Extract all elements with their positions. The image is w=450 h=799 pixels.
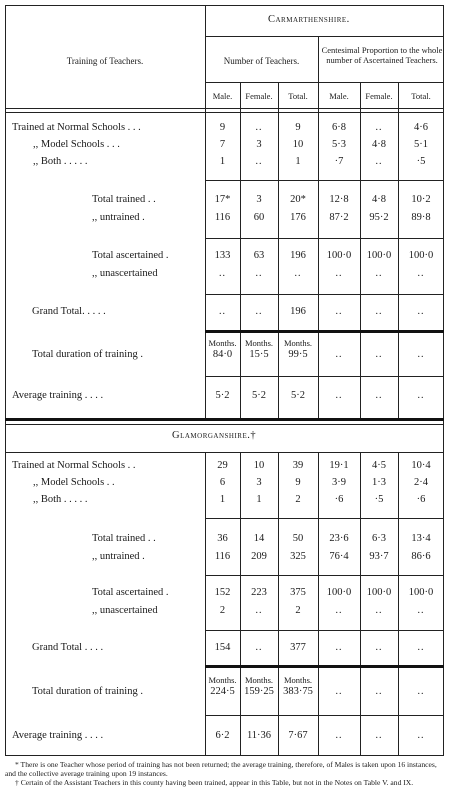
table-cell: 50 <box>292 533 304 544</box>
table-cell: 1 <box>295 156 301 167</box>
table-cell: .. <box>375 730 383 741</box>
table-cell: 2 <box>219 605 226 616</box>
row-rule <box>5 108 444 109</box>
row-rule <box>205 330 444 333</box>
table-cell: 76·4 <box>329 551 349 562</box>
table-cell: .. <box>417 390 425 401</box>
row-rule <box>205 518 444 519</box>
table-cell: 159·25 <box>244 686 274 697</box>
unit-label: Months. <box>208 675 237 685</box>
table-cell: 84·0 <box>212 349 233 360</box>
table-cell: 17* <box>214 194 231 205</box>
table-cell: .. <box>417 686 425 697</box>
table-cell: .. <box>375 156 383 167</box>
number-label: Number of Teachers. <box>223 56 300 66</box>
table-cell: 13·4 <box>411 533 431 544</box>
table-cell: 4·6 <box>414 122 428 133</box>
table-cell: 100·0 <box>366 587 392 598</box>
table-cell: 383·75 <box>283 686 313 697</box>
table-cell: 36 <box>217 533 228 544</box>
table-cell: 9 <box>295 477 301 488</box>
table-cell: ·7 <box>334 156 344 167</box>
table-cell: 89·8 <box>411 212 431 223</box>
section-title: Glamorganshire.† <box>172 430 257 441</box>
column-header: Total. <box>411 91 431 101</box>
row-label: Average training . . . . <box>12 390 104 401</box>
table-cell: .. <box>417 268 425 279</box>
unit-label: Months. <box>283 675 313 685</box>
table-cell: 15·5 <box>249 349 269 360</box>
table-cell: 1 <box>219 494 226 505</box>
table-cell: 5·3 <box>332 139 346 150</box>
table-cell: 5·2 <box>215 390 230 401</box>
table-cell: 6 <box>219 477 226 488</box>
table-cell: 100·0 <box>326 250 352 261</box>
row-rule <box>205 630 444 631</box>
table-cell: 1·3 <box>372 477 386 488</box>
table-cell: 10 <box>253 460 265 471</box>
table-cell: ·5 <box>416 156 426 167</box>
table-cell: 223 <box>251 587 267 598</box>
table-cell: 19·1 <box>329 460 349 471</box>
table-cell: ·6 <box>416 494 426 505</box>
row-label: Grand Total. . . . . <box>32 306 106 317</box>
table-cell: 2 <box>295 605 301 616</box>
table-cell: .. <box>335 686 343 697</box>
footnote: † Certain of the Assistant Teachers in this county having been trained, appear in this Table, but not in the Notes on Table V. and IX. <box>15 778 414 787</box>
row-rule <box>5 112 444 113</box>
table-cell: 4·8 <box>372 194 386 205</box>
row-label: Total trained . . <box>92 533 156 544</box>
table-cell: .. <box>375 268 383 279</box>
column-header: Female. <box>245 91 273 101</box>
row-label: ,, unascertained <box>92 605 158 616</box>
table-cell: ·6 <box>334 494 344 505</box>
table-cell: 100·0 <box>408 587 434 598</box>
table-cell: 3 <box>256 139 262 150</box>
row-label: Total duration of training . <box>32 349 143 360</box>
table-cell: 3 <box>256 194 262 205</box>
table-cell: ·5 <box>374 494 384 505</box>
table-cell: 2 <box>295 494 301 505</box>
table-cell: 196 <box>290 306 306 317</box>
table-cell: 4·8 <box>372 139 386 150</box>
row-label: Grand Total . . . . <box>32 642 104 653</box>
unit-label: Months. <box>244 338 274 348</box>
table-cell: 196 <box>290 250 306 261</box>
row-label: ,, Both . . . . . <box>33 156 88 167</box>
column-header: Male. <box>329 91 349 101</box>
table-cell: 7·67 <box>288 730 308 741</box>
table-cell: 6·3 <box>372 533 386 544</box>
table-cell: .. <box>219 306 226 317</box>
table-cell: .. <box>335 349 343 360</box>
table-cell: 3·9 <box>332 477 346 488</box>
table-cell: 116 <box>214 551 231 562</box>
table-cell: 5·2 <box>291 390 305 401</box>
table-cell: 377 <box>290 642 306 653</box>
table-cell: 93·7 <box>369 551 389 562</box>
table-cell: 10 <box>292 139 304 150</box>
table-cell: 11·36 <box>246 730 272 741</box>
row-rule <box>5 418 444 421</box>
unit-label: Months. <box>283 338 313 348</box>
table-cell: 3 <box>256 477 262 488</box>
table-cell: .. <box>375 390 383 401</box>
unit-label: Months. <box>244 675 274 685</box>
table-cell: .. <box>417 349 425 360</box>
table-cell: 209 <box>251 551 267 562</box>
row-label: ,, untrained . <box>92 551 145 562</box>
table-cell: .. <box>417 306 425 317</box>
table-cell: .. <box>375 686 383 697</box>
table-cell: .. <box>294 268 302 279</box>
row-rule <box>205 294 444 295</box>
table-cell: 375 <box>290 587 306 598</box>
table-cell: .. <box>375 349 383 360</box>
row-rule <box>5 424 444 425</box>
row-rule <box>205 238 444 239</box>
table-cell: 23·6 <box>329 533 349 544</box>
table-cell: 100·0 <box>366 250 392 261</box>
row-label: ,, untrained . <box>92 212 145 223</box>
table-cell: 63 <box>253 250 265 261</box>
table-cell: 39 <box>292 460 304 471</box>
table-cell: 10·2 <box>411 194 431 205</box>
table-cell: 7 <box>219 139 226 150</box>
table-cell: 12·8 <box>329 194 349 205</box>
table-cell: .. <box>417 642 425 653</box>
table-cell: 9 <box>219 122 226 133</box>
table-cell: 99·5 <box>288 349 308 360</box>
table-cell: .. <box>335 306 343 317</box>
table-cell: 1 <box>219 156 226 167</box>
table-cell: .. <box>417 730 425 741</box>
table-cell: 2·4 <box>414 477 428 488</box>
row-label: Trained at Normal Schools . . . <box>12 122 141 133</box>
table-cell: .. <box>375 605 383 616</box>
row-rule <box>205 575 444 576</box>
table-cell: .. <box>255 122 263 133</box>
section-title: Carmarthenshire. <box>268 14 350 25</box>
column-header: Male. <box>212 91 233 101</box>
table-cell: 10·4 <box>411 460 431 471</box>
row-label: Average training . . . . <box>12 730 104 741</box>
table-cell: 1 <box>256 494 262 505</box>
row-label: Trained at Normal Schools . . <box>12 460 136 471</box>
table-cell: 116 <box>214 212 231 223</box>
table-cell: 29 <box>217 460 228 471</box>
row-label: ,, Model Schools . . <box>33 477 115 488</box>
table-cell: 9 <box>295 122 301 133</box>
row-label: ,, Both . . . . . <box>33 494 88 505</box>
row-label: Total ascertained . <box>92 587 169 598</box>
table-cell: .. <box>255 642 263 653</box>
proportion-label: Centesimal Proportion to the whole number of Ascertained Teachers. <box>321 45 443 65</box>
table-cell: 154 <box>214 642 231 653</box>
table-cell: 325 <box>290 551 306 562</box>
table-cell: .. <box>335 390 343 401</box>
row-rule <box>205 715 444 716</box>
table-cell: .. <box>255 156 263 167</box>
table-cell: 87·2 <box>329 212 349 223</box>
table-cell: 133 <box>214 250 231 261</box>
footnote: * There is one Teacher whose period of training has not been returned; the average training, therefore, of Males is taken upon 16 instances, and the collective average training upon 19 instances. <box>5 760 437 778</box>
column-header: Total. <box>288 91 308 101</box>
table-cell: 20* <box>290 194 306 205</box>
column-header: Female. <box>365 91 393 101</box>
unit-label: Months. <box>208 338 237 348</box>
table-cell: .. <box>375 642 383 653</box>
table-cell: .. <box>375 122 383 133</box>
table-cell: .. <box>335 730 343 741</box>
row-label: ,, Model Schools . . . <box>33 139 120 150</box>
table-cell: 5·2 <box>252 390 266 401</box>
table-cell: .. <box>255 268 263 279</box>
training-label: Training of Teachers. <box>66 56 144 66</box>
table-cell: 6·2 <box>215 730 230 741</box>
table-cell: .. <box>219 268 226 279</box>
table-cell: 176 <box>290 212 306 223</box>
row-rule <box>205 180 444 181</box>
table-cell: 5·1 <box>414 139 428 150</box>
row-label: Total trained . . <box>92 194 156 205</box>
row-label: ,, unascertained <box>92 268 158 279</box>
table-cell: 6·8 <box>332 122 346 133</box>
table-cell: .. <box>375 306 383 317</box>
table-cell: 14 <box>253 533 265 544</box>
table-cell: .. <box>417 605 425 616</box>
row-rule <box>5 452 444 453</box>
table-cell: 152 <box>214 587 231 598</box>
table-cell: 4·5 <box>372 460 386 471</box>
table-cell: 100·0 <box>326 587 352 598</box>
table-cell: .. <box>335 605 343 616</box>
table-cell: .. <box>335 268 343 279</box>
row-rule <box>205 36 444 37</box>
table-cell: .. <box>335 642 343 653</box>
table-cell: 224·5 <box>210 686 235 697</box>
table-cell: 86·6 <box>411 551 431 562</box>
row-rule <box>205 376 444 377</box>
row-rule <box>205 665 444 668</box>
row-label: Total ascertained . <box>92 250 169 261</box>
table-cell: 95·2 <box>369 212 389 223</box>
table-cell: .. <box>255 306 263 317</box>
table-cell: 100·0 <box>408 250 434 261</box>
row-label: Total duration of training . <box>32 686 143 697</box>
table-cell: 60 <box>253 212 265 223</box>
table-cell: .. <box>255 605 263 616</box>
